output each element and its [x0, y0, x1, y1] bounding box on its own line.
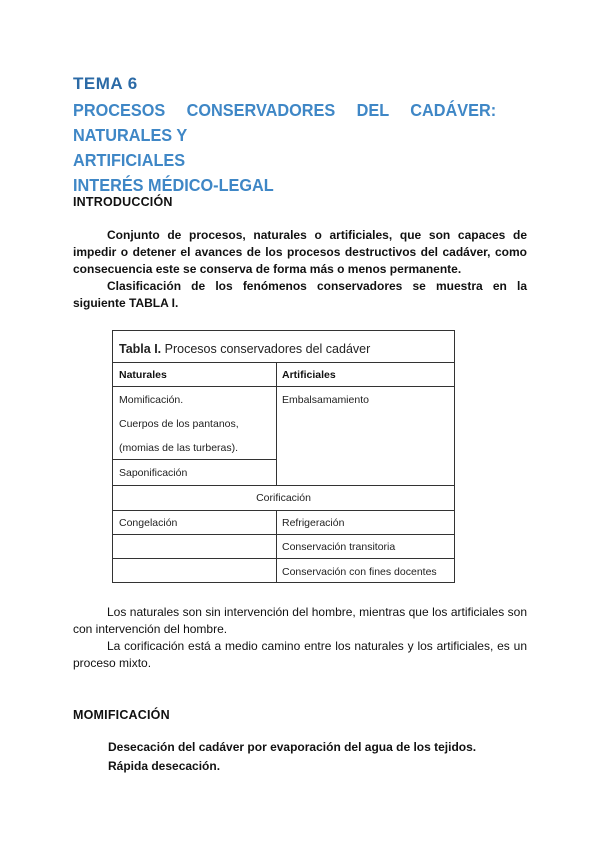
cell-cuerpos-pantanos: Cuerpos de los pantanos,	[119, 418, 239, 430]
table-divider	[113, 362, 454, 363]
header-artificiales: Artificiales	[282, 369, 336, 381]
after-table-paragraph-1	[73, 604, 527, 638]
document-title	[73, 98, 496, 198]
intro-paragraph-1	[73, 227, 527, 278]
conservation-table	[112, 330, 455, 583]
header-naturales: Naturales	[119, 369, 167, 381]
cell-momificacion: Momificación.	[119, 394, 184, 406]
table-divider	[113, 459, 276, 460]
table-divider	[113, 558, 454, 559]
title-line-1: PROCESOS CONSERVADORES DEL CADÁVER: NATURALES Y	[73, 100, 497, 145]
title-line-2: ARTIFICIALES	[73, 150, 186, 170]
table-caption-label: Tabla I.	[119, 342, 162, 356]
cell-corificacion: Corificación	[256, 492, 311, 504]
intro-heading: INTRODUCCIÓN	[73, 195, 173, 209]
intro-paragraph-2-text: Clasificación de los fenómenos conservadores se muestra en la siguiente TABLA I.	[73, 279, 527, 310]
table-column-divider	[276, 362, 277, 485]
cell-refrigeracion: Refrigeración	[282, 517, 345, 529]
momificacion-line-2: Rápida desecación.	[108, 759, 221, 773]
intro-paragraph-2	[73, 278, 527, 312]
cell-congelacion: Congelación	[119, 517, 178, 529]
table-divider	[113, 534, 454, 535]
table-divider	[113, 386, 454, 387]
table-column-divider	[276, 510, 277, 582]
after-table-paragraph-2-text: La corificación está a medio camino entre los naturales y los artificiales, es un proceso mixto.	[73, 639, 527, 670]
table-caption-text: Procesos conservadores del cadáver	[161, 342, 371, 356]
momificacion-heading: MOMIFICACIÓN	[73, 708, 170, 722]
cell-saponificacion: Saponificación	[119, 467, 188, 479]
momificacion-line-1: Desecación del cadáver por evaporación del agua de los tejidos.	[108, 740, 477, 754]
cell-momias-turberas: (momias de las turberas).	[119, 442, 239, 454]
cell-embalsamamiento: Embalsamamiento	[282, 394, 369, 406]
table-caption	[119, 342, 370, 356]
title-line-3: INTERÉS MÉDICO-LEGAL	[73, 175, 274, 195]
cell-conservacion-docentes: Conservación con fines docentes	[282, 566, 437, 578]
cell-conservacion-transitoria: Conservación transitoria	[282, 541, 396, 553]
after-table-paragraph-2	[73, 638, 527, 672]
table-divider	[113, 510, 454, 511]
intro-paragraph-1-text: Conjunto de procesos, naturales o artificiales, que son capaces de impedir o detener el avances de los procesos destructivos del cadáver, como consecuencia este se conserva de forma más o menos permanente.	[73, 228, 527, 276]
tema-number: TEMA 6	[73, 74, 138, 93]
table-divider	[113, 485, 454, 486]
after-table-paragraph-1-text: Los naturales son sin intervención del hombre, mientras que los artificiales son con intervención del hombre.	[73, 605, 527, 636]
